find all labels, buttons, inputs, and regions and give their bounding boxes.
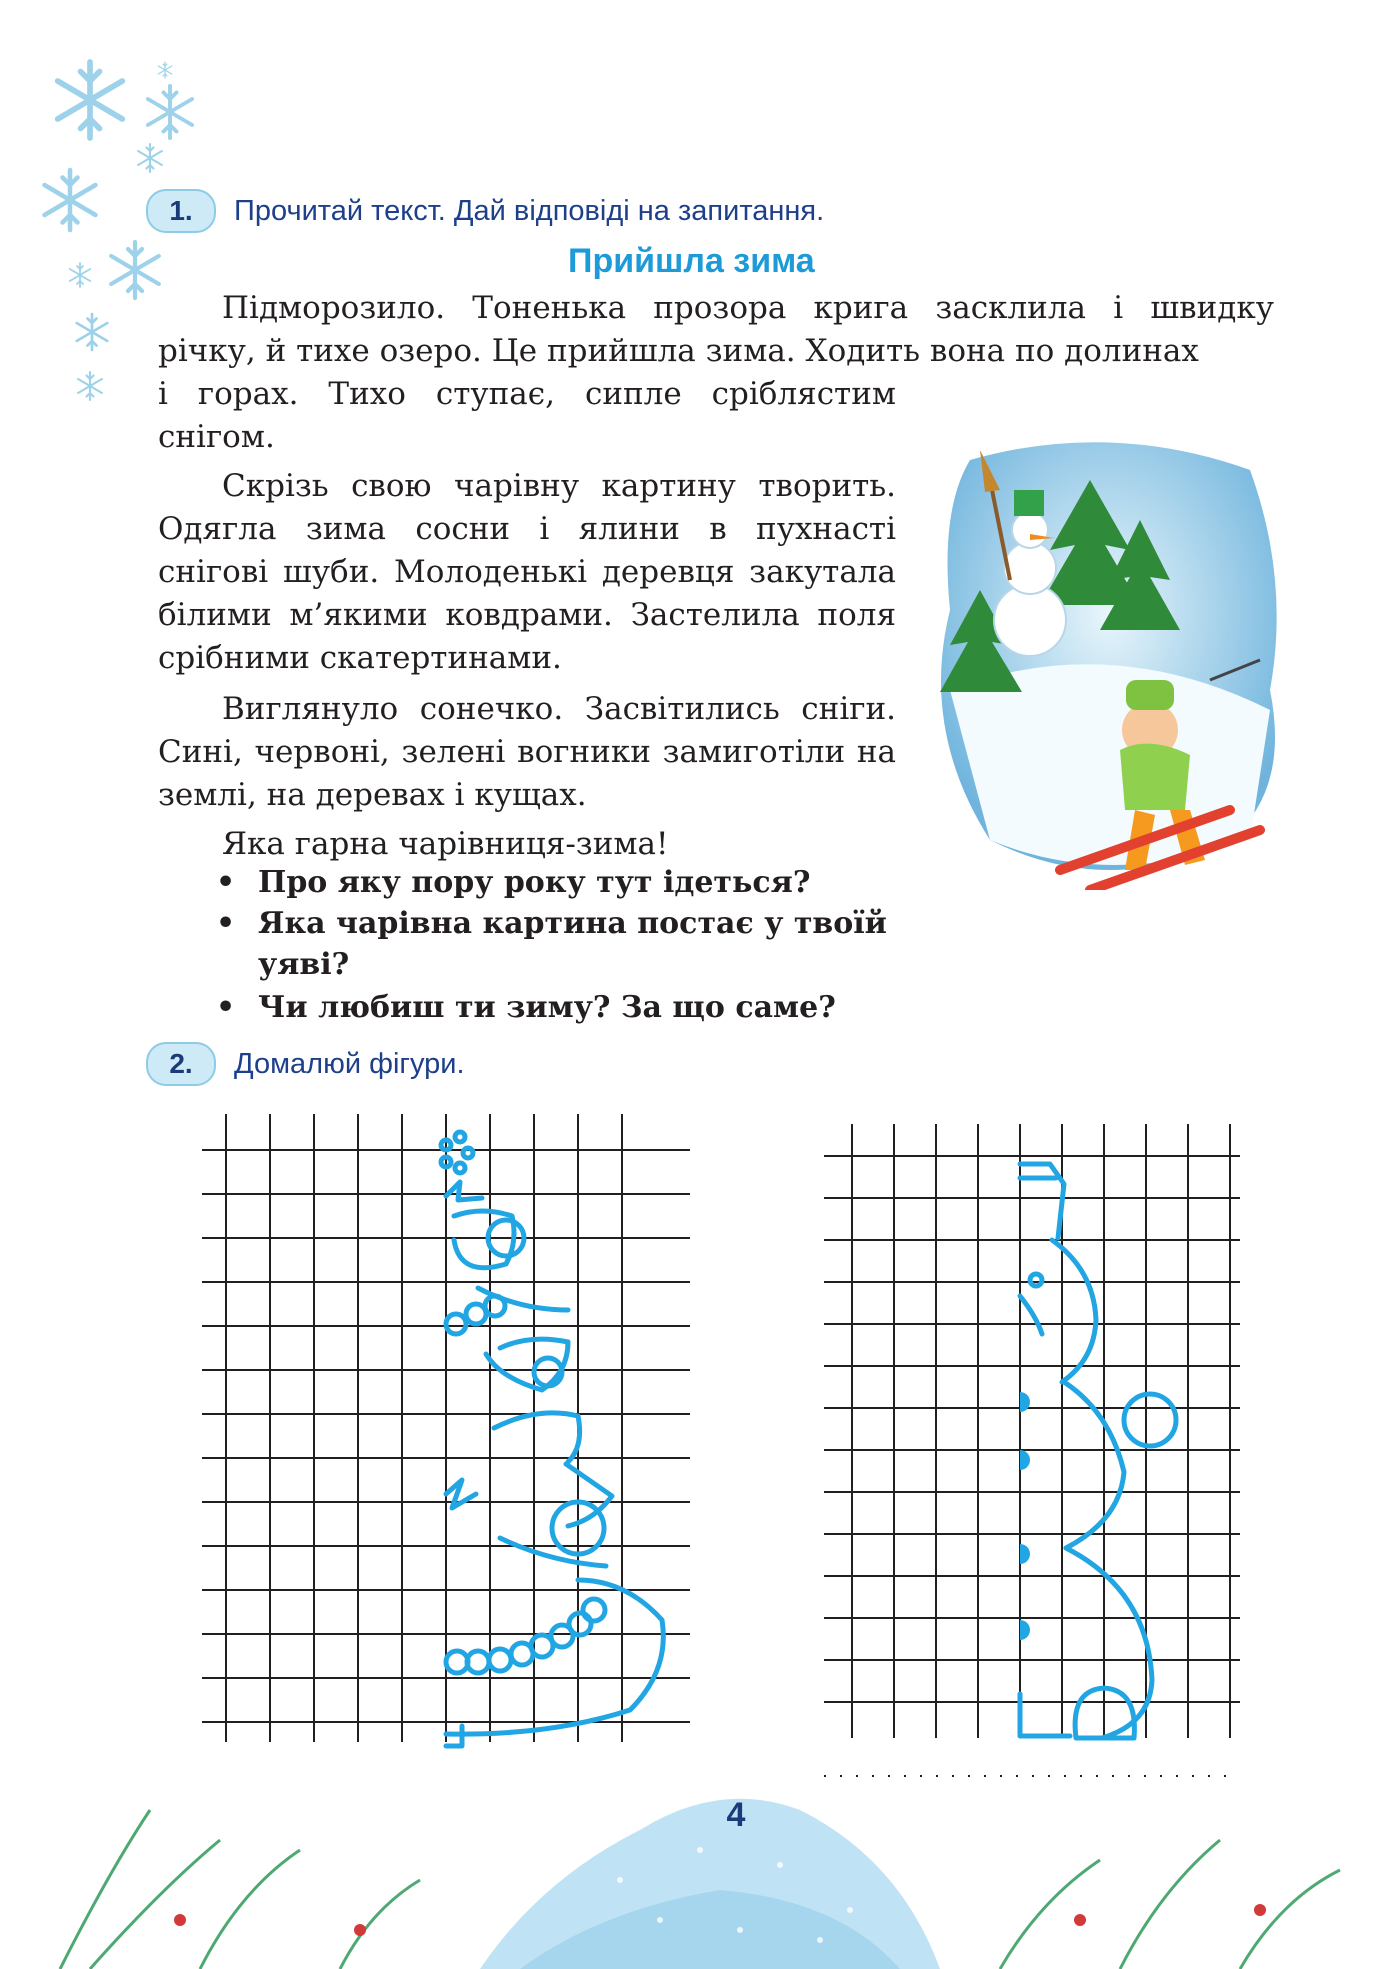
paragraph-4: Яка гарна чарівниця-зима! <box>222 826 669 862</box>
snowflake-icon <box>111 242 159 298</box>
bottom-decoration <box>0 1770 1378 1969</box>
snowflake-icon <box>78 372 102 400</box>
paragraph-3: Виглянуло сонечко. Засвітились сніги. Сині, червоні, зелені вогники замиготіли на землі, на деревах і кущах. <box>158 691 896 813</box>
list-item: • Чи любиш ти зиму? За що саме? <box>212 987 912 1028</box>
task-2-header <box>146 1042 465 1086</box>
paragraph-2: Скрізь свою чарівну картину творить. Одягла зима сосни і ялини в пухнасті снігові шуби. Молоденькі деревця закутала білими м’якими ковдрами. Застелила поля срібними скатертинами. <box>158 468 896 676</box>
question-list <box>212 862 912 1028</box>
snowflake-icon <box>158 62 172 78</box>
task-instruction: Прочитай текст. Дай відповіді на запитання. <box>234 194 825 227</box>
snowman-buttons <box>1020 1392 1030 1640</box>
snowflake-icon <box>45 170 96 230</box>
skier-snowman-illustration <box>930 430 1290 890</box>
list-item: • Яка чарівна картина постає у твоїй уяві? <box>212 903 912 985</box>
christmas-tree-half-figure <box>441 1132 663 1746</box>
list-item: • Про яку пору року тут ідеться? <box>212 862 912 903</box>
snowflake-icon <box>58 62 123 138</box>
snowflake-icon <box>148 86 192 138</box>
task-number-badge: 1. <box>146 189 216 233</box>
snowflake-icon <box>77 314 108 350</box>
paragraph-1-top: Підморозило. Тоненька прозора крига засклила і швидку річку, й тихе озеро. Це прийшла зима. Ходить вона по долинах <box>158 290 1274 369</box>
snowflake-icon <box>138 144 162 172</box>
story-title: Прийшла зима <box>568 242 815 280</box>
grid-tree-exercise <box>190 1110 700 1750</box>
task-number-badge: 2. <box>146 1042 216 1086</box>
task-instruction: Домалюй фігури. <box>234 1047 465 1080</box>
snowflake-icon <box>70 263 90 287</box>
grid-snowman-exercise <box>820 1120 1250 1790</box>
page-number: 4 <box>726 1796 746 1834</box>
paragraph-1-rest: і горах. Тихо ступає, сипле сріблястим снігом. <box>158 376 896 455</box>
task-1-header <box>146 189 824 233</box>
